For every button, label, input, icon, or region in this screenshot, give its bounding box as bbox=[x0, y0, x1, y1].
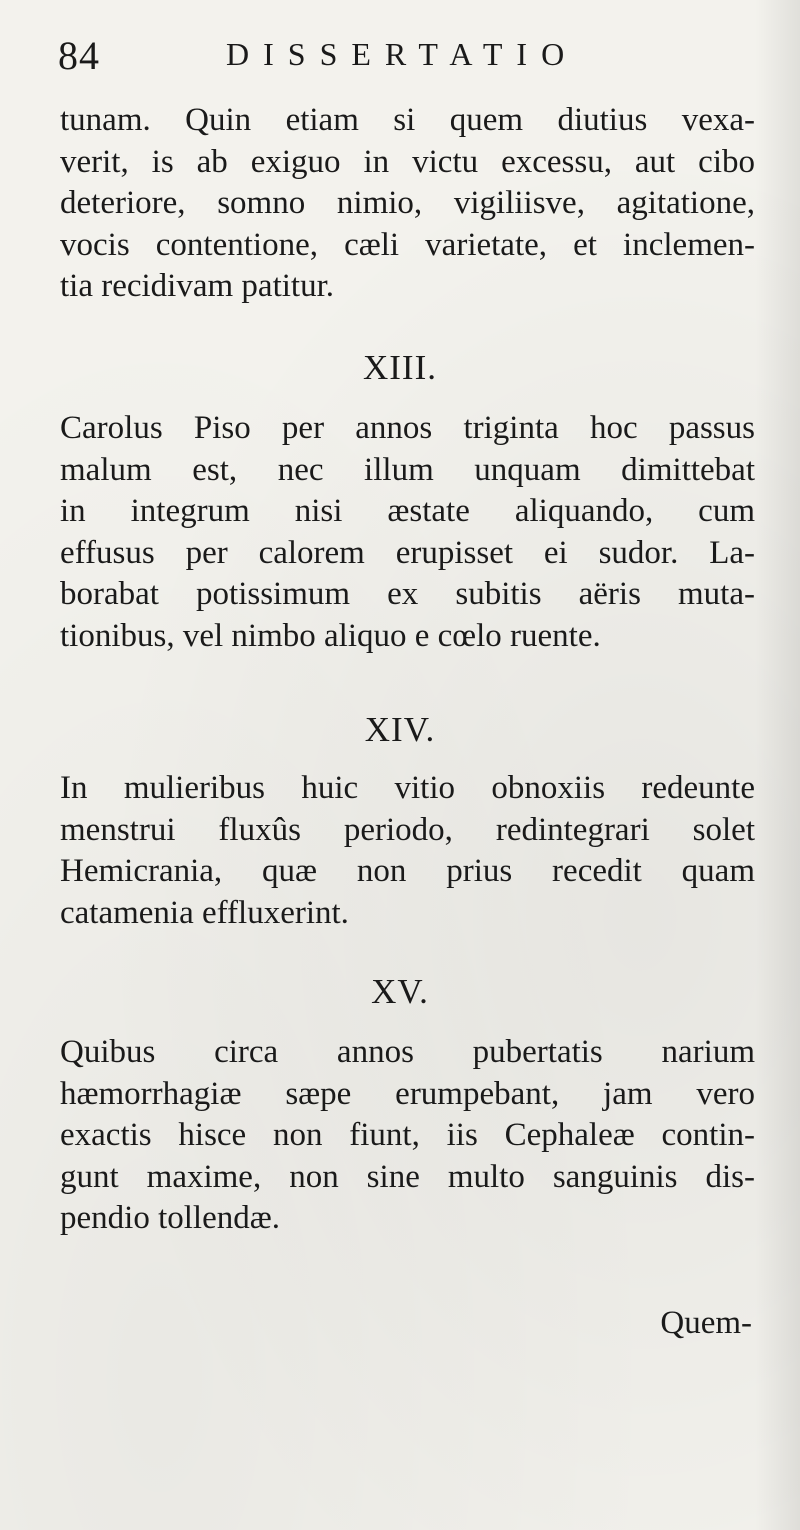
text-line: verit, is ab exiguo in victu excessu, aut cibo bbox=[60, 143, 755, 180]
paragraph-xiv bbox=[60, 768, 755, 934]
text-line: gunt maxime, non sine multo sanguinis dis- bbox=[60, 1158, 755, 1195]
section-heading-xiv: XIV. bbox=[364, 710, 436, 749]
paragraph-xv bbox=[60, 1032, 755, 1240]
text-line: tia recidivam patitur. bbox=[60, 268, 334, 304]
running-title: DISSERTATIO bbox=[226, 36, 579, 72]
text-line: tionibus, vel nimbo aliquo e cœlo ruente. bbox=[60, 617, 601, 654]
page-edge-shadow bbox=[755, 0, 800, 1530]
section-heading-xv: XV. bbox=[371, 972, 429, 1011]
text-line: Carolus Piso per annos triginta hoc passus bbox=[60, 410, 755, 446]
paragraph-continuation bbox=[60, 100, 755, 308]
page-number: 84 bbox=[58, 33, 100, 78]
text-line: deteriore, somno nimio, vigiliisve, agitatione, bbox=[60, 185, 755, 221]
paragraph-xiii bbox=[60, 408, 755, 657]
text-line: borabat potissimum ex subitis aëris muta- bbox=[60, 576, 755, 612]
section-heading-xiii: XIII. bbox=[363, 348, 437, 387]
text-line: vocis contentione, cæli varietate, et inclemen- bbox=[60, 226, 755, 263]
text-line: In mulieribus huic vitio obnoxiis redeunte bbox=[60, 770, 755, 806]
text-line: Quibus circa annos pubertatis narium bbox=[60, 1034, 755, 1070]
text-line: Hemicrania, quæ non prius recedit quam bbox=[60, 853, 755, 889]
text-line: malum est, nec illum unquam dimittebat bbox=[60, 451, 755, 488]
text-line: hæmorrhagiæ sæpe erumpebant, jam vero bbox=[60, 1075, 755, 1112]
text-line: menstrui fluxûs periodo, redintegrari solet bbox=[60, 811, 755, 848]
text-line: exactis hisce non fiunt, iis Cephaleæ contin- bbox=[60, 1117, 755, 1153]
text-line: in integrum nisi æstate aliquando, cum bbox=[60, 493, 755, 529]
catchword: Quem- bbox=[660, 1305, 752, 1341]
page-header bbox=[58, 30, 658, 90]
text-line: tunam. Quin etiam si quem diutius vexa- bbox=[60, 102, 755, 138]
text-line: pendio tollendæ. bbox=[60, 1200, 280, 1236]
text-line: effusus per calorem erupisset ei sudor. La- bbox=[60, 534, 755, 571]
text-line: catamenia effluxerint. bbox=[60, 894, 349, 931]
